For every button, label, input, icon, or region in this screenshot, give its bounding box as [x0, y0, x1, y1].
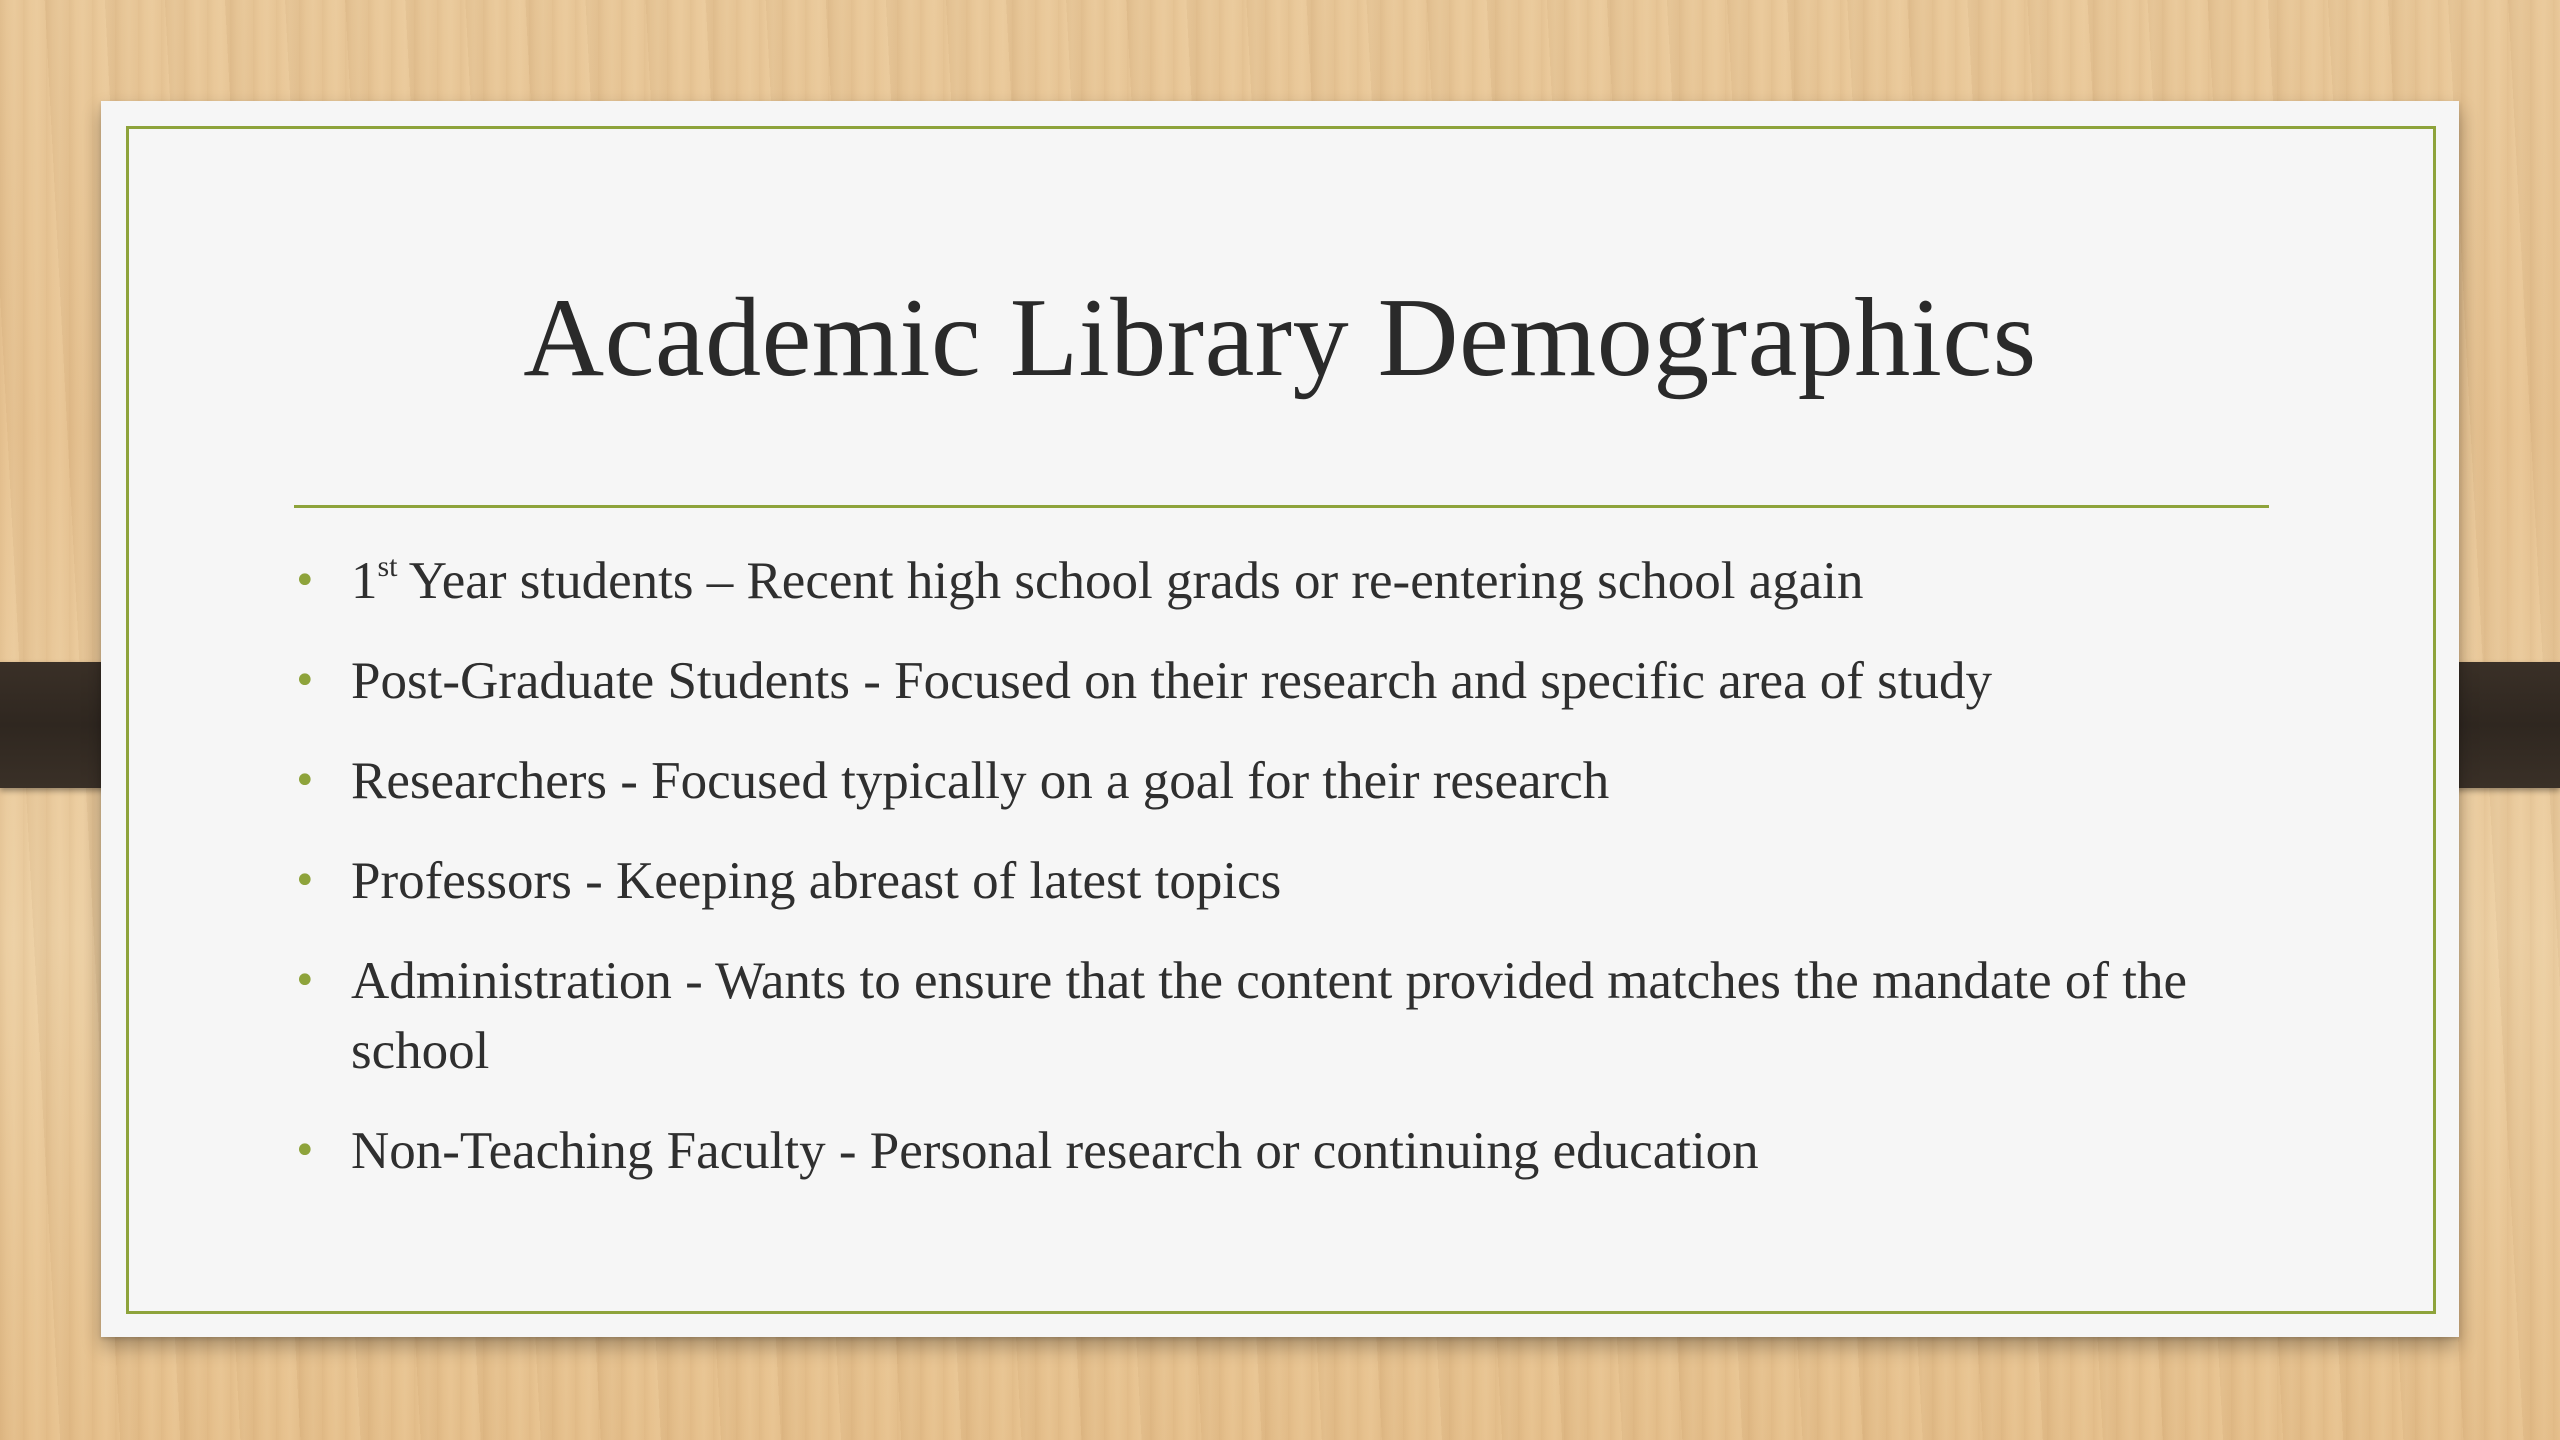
slide-card — [101, 101, 2459, 1337]
list-item — [291, 746, 2301, 816]
list-item — [291, 646, 2301, 716]
item-text: Year students – Recent high school grads or re-entering school again — [397, 552, 1864, 610]
bullet-dot-icon: • — [293, 958, 317, 1004]
item-text: Researchers - Focused typically on a goal for their research — [351, 752, 1610, 810]
list-item — [291, 1116, 2301, 1186]
item-number: 1 — [351, 552, 378, 610]
bullet-list — [291, 546, 2301, 1216]
bullet-dot-icon: • — [293, 658, 317, 704]
item-text: Non-Teaching Faculty - Personal research or continuing education — [351, 1122, 1759, 1180]
item-text: Administration - Wants to ensure that the content provided matches the mandate of the school — [351, 952, 2188, 1080]
bullet-dot-icon: • — [293, 1128, 317, 1174]
list-item — [291, 846, 2301, 916]
bullet-dot-icon: • — [293, 858, 317, 904]
list-item — [291, 946, 2301, 1086]
item-text: Professors - Keeping abreast of latest topics — [351, 852, 1282, 910]
item-text: Post-Graduate Students - Focused on their research and specific area of study — [351, 652, 1993, 710]
bullet-dot-icon: • — [293, 758, 317, 804]
list-item — [291, 546, 2301, 616]
bullet-dot-icon: • — [293, 558, 317, 604]
title-divider — [294, 505, 2269, 508]
item-superscript: st — [377, 550, 398, 583]
slide-title: Academic Library Demographics — [523, 276, 2037, 400]
